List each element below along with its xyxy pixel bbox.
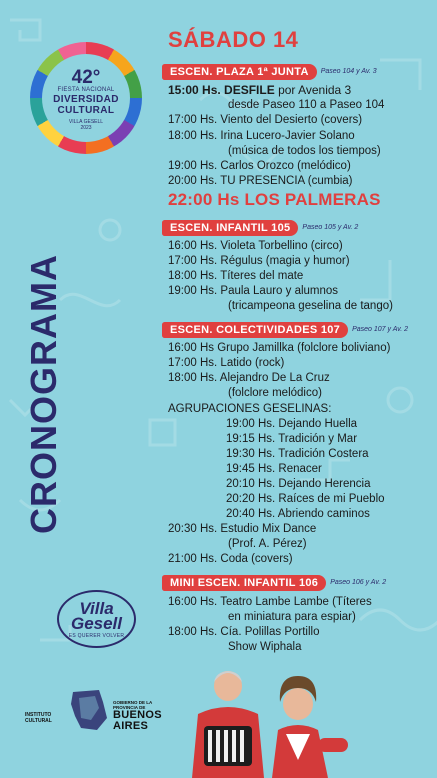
day-heading: SÁBADO 14 [168, 27, 299, 52]
stage2-header [162, 220, 358, 236]
villa-gesell-title: Villa Gesell [70, 599, 123, 633]
stage3-name: ESCEN. COLECTIVIDADES 107 [162, 322, 348, 338]
stage4-event1: 16:00 Hs. Teatro Lambe Lambe (Títeres [168, 596, 372, 608]
stage1-event1 [168, 83, 351, 97]
stage1-event4: 19:00 Hs. Carlos Orozco (melódico) [168, 160, 351, 172]
group-item: 19:15 Hs. Tradición y Mar [226, 433, 358, 445]
stage3-header [162, 322, 408, 338]
stage3-event3: 18:00 Hs. Alejandro De La Cruz [168, 372, 330, 384]
logo-year: 2023 [80, 125, 92, 131]
stage3-event5: 21:00 Hs. Coda (covers) [168, 553, 293, 565]
stage4-header [162, 575, 386, 591]
stage4-event1-line2: en miniatura para espiar) [228, 611, 356, 623]
group-item: 19:45 Hs. Renacer [226, 463, 322, 475]
festival-logo [30, 42, 142, 154]
government-logo [113, 700, 162, 732]
stage1-event3-line2: (música de todos los tiempos) [228, 145, 381, 157]
stage2-event2: 17:00 Hs. Régulus (magia y humor) [168, 255, 350, 267]
logo-line2: DIVERSIDAD [53, 94, 119, 105]
stage2-event1: 16:00 Hs. Violeta Torbellino (circo) [168, 240, 343, 252]
institute-line2: CULTURAL [25, 718, 52, 724]
villa-gesell-logo [57, 590, 136, 648]
stage1-location: Paseo 104 y Av. 3 [320, 68, 377, 75]
stage1-event1-detail: por Avenida 3 [278, 83, 352, 97]
stage2-location: Paseo 105 y Av. 2 [302, 224, 359, 231]
stage3-location: Paseo 107 y Av. 2 [352, 326, 409, 333]
institute-label [25, 712, 52, 724]
stage2-event3: 18:00 Hs. Títeres del mate [168, 270, 304, 282]
villa-gesell-tagline: ES QUERER VOLVER [68, 633, 125, 639]
group-item: 20:10 Hs. Dejando Herencia [226, 478, 371, 490]
stage1-name: ESCEN. PLAZA 1ª JUNTA [162, 64, 317, 80]
logo-line1: FIESTA NACIONAL [57, 87, 115, 93]
gov-line1: GOBIERNO DE LA [113, 700, 153, 705]
stage1-event1-time: 15:00 Hs. [168, 83, 221, 97]
stage1-event2: 17:00 Hs. Viento del Desierto (covers) [168, 114, 363, 126]
stage3-group-header: AGRUPACIONES GESELINAS: [168, 403, 332, 415]
province-map-icon [69, 688, 109, 732]
gov-big1: BUENOS [113, 709, 162, 721]
headline-act: 22:00 Hs LOS PALMERAS [168, 190, 381, 209]
group-item: 19:00 Hs. Dejando Huella [226, 418, 358, 430]
vertical-title: CRONOGRAMA [23, 254, 64, 534]
logo-place: VILLA GESELL [68, 119, 104, 125]
stage4-event2-line2: Show Wiphala [228, 641, 302, 653]
stage3-event4-line2: (Prof. A. Pérez) [228, 538, 307, 550]
stage1-event3: 18:00 Hs. Irina Lucero-Javier Solano [168, 130, 355, 142]
stage3-event1: 16:00 Hs Grupo Jamillka (folclore boliviano) [168, 342, 391, 354]
stage1-header [162, 64, 377, 80]
stage3-event4: 20:30 Hs. Estudio Mix Dance [168, 523, 317, 535]
group-item: 19:30 Hs. Tradición Costera [226, 448, 369, 460]
stage4-location: Paseo 106 y Av. 2 [330, 579, 387, 586]
logo-line3: CULTURAL [57, 105, 115, 116]
stage4-name: MINI ESCEN. INFANTIL 106 [162, 575, 326, 591]
performers-photo [168, 664, 372, 778]
stage4-event2: 18:00 Hs. Cía. Polillas Portillo [168, 626, 320, 638]
stage2-event4-line2: (tricampeona geselina de tango) [228, 300, 393, 312]
group-item: 20:20 Hs. Raíces de mi Pueblo [226, 493, 385, 505]
logo-center [42, 54, 130, 142]
stage2-name: ESCEN. INFANTIL 105 [162, 220, 298, 236]
stage1-event5: 20:00 Hs. TU PRESENCIA (cumbia) [168, 175, 353, 187]
gov-big2: AIRES [113, 720, 149, 732]
stage1-event1-title: DESFILE [224, 83, 275, 97]
stage3-event3-line2: (folclore melódico) [228, 387, 322, 399]
stage1-event1-line2: desde Paseo 110 a Paseo 104 [228, 99, 385, 111]
gov-line2: PROVINCIA DE [113, 705, 146, 710]
stage2-event4: 19:00 Hs. Paula Lauro y alumnos [168, 285, 339, 297]
group-item: 20:40 Hs. Abriendo caminos [226, 508, 370, 520]
logo-number: 42° [71, 67, 101, 88]
institute-line1: INSTITUTO [25, 712, 52, 718]
stage3-event2: 17:00 Hs. Latido (rock) [168, 357, 285, 369]
